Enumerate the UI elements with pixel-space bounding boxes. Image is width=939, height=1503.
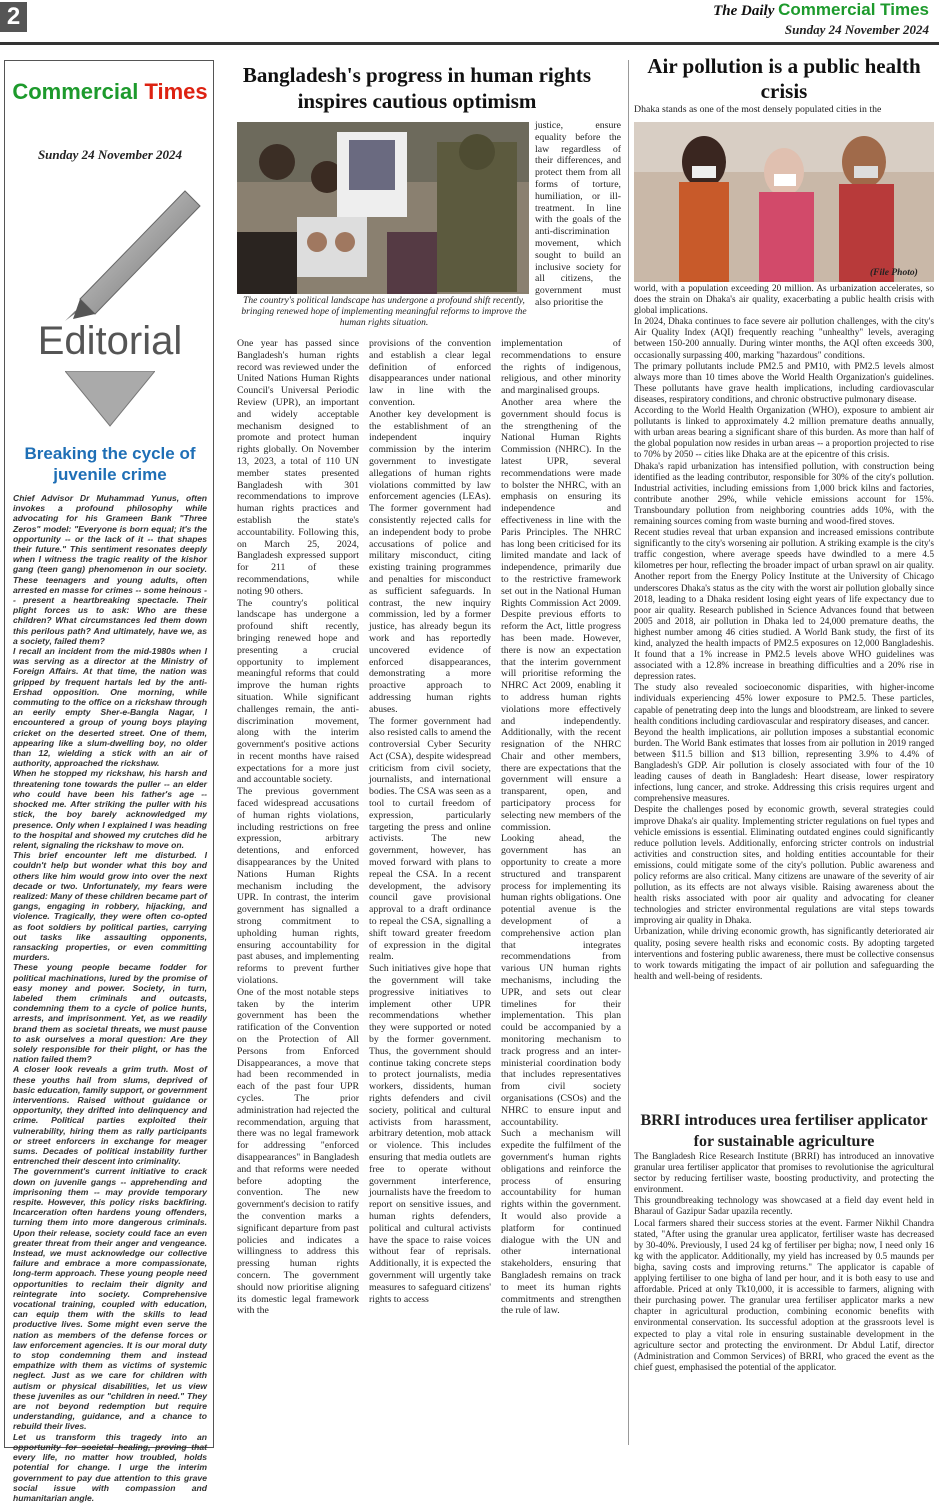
- air-pollution-body: world, with a population exceeding 20 million. As urbanization accelerates, so does the strain on Dhaka's air quality, exacerbating a public health crisis with global implications. In 2024, Dhaka continues to face severe air pollution challenges, with the city's Air Quality Index (AQI) frequently reaching "unhealthy" levels, averaging between 150-200 annually. During winter months, the AQI often exceeds 300, occasionally surpassing 400, marking "hazardous" conditions. The primary pollutants include PM2.5 and PM10, with PM2.5 levels almost always more than 10 times above the World Health Organization's guidelines. These pollutants have grave health implications, including cardiovascular diseases, respiratory conditions, and chronic obstructive pulmonary disease. According to the World Health Organization (WHO), exposure to ambient air pollutants is linked to approximately 4.2 million premature deaths annually, with urban areas bearing a significant share of this burden. As more than half of the global population now resides in urban areas -- a proportion projected to rise to 70% by 2050 -- cities like Dhaka are at the epicentre of this crisis. Dhaka's rapid urbanization has intensified pollution, with construction being identified as the leading contributor, responsible for 30% of the city's pollution. Industrial activities, including emissions from 1,000 brick kilns and factories, contribute another 29%, while vehicle emissions account for 15%. Transboundary pollution from neighboring countries adds 10%, with the remaining sources coming from waste burning and wood-fired stoves. Recent studies reveal that urban expansion and increased emissions contribute significantly to the city's worsening air pollution. A striking example is the city's traffic congestion, where average speeds have dwindled to a mere 4.5 kilometres per hour, reflecting the broader impact of urban sprawl on air quality. Another report from the Energy Policy Institute at the University of Chicago underscores Dhaka's status as the city with the worst air pollution globally since 2018, leading to a Dhaka resident losing eight years of life expectancy due to poor air quality. Research published in Science Advances found that between 2005 and 2018, air pollution in Dhaka led to 24,000 premature deaths, the highest number among 46 cities studied. A World Bank study, the first of its kind, analyzed the health impacts of PM2.5 exposures on 12,000 Bangladeshis. It found that a 1% increase in PM2.5 levels above WHO guidelines was associated with a 12.8% increase in breathing difficulties and a 20% rise in depression rates. The study also revealed socioeconomic disparities, with higher-income individuals experiencing 45% lower exposure to PM2.5. These particles, capable of penetrating deep into the lungs and bloodstream, are linked to severe health conditions including cardiovascular and respiratory diseases, and cancer. Beyond the health implications, air pollution imposes a substantial economic burden. The World Bank estimates that losses from air pollution in 2019 ranged between $11.5 billion and $13 billion, representing 3.9% to 4.4% of Bangladesh's GDP. Air pollution is closely associated with four of the 10 leading causes of death in Bangladesh: Heart disease, lower respiratory infections, lung cancer, and stroke. Addressing this crisis requires urgent and comprehensive measures. Despite the challenges posed by economic growth, several strategies could improve Dhaka's air quality. Implementing stricter regulations on fuel types and vehicle emissions is essential. Eliminating outdated engines could significantly reduce pollution levels. Additionally, enforcing stricter controls on industrial activities and construction sites, and holding entities accountable for their emissions, could mitigate some of the city's pollution. Public awareness and policy reforms are also critical. Many citizens are unaware of the severity of air pollution, as its effects are not always visible. Raising awareness about the health risks associated with poor air quality and advocating for cleaner technologies and stricter environmental regulations are vital steps towards improving air quality in Dhaka. Urbanization, while driving economic growth, has significantly deteriorated air quality, posing severe health risks and economic costs. By adopting targeted interventions and fostering public awareness, there must be collective consensus to work towards mitigating the impact of air pollution and safeguarding the health and well-being of residents.: [634, 284, 934, 982]
- article-headline: Bangladesh's progress in human rights inspires cautious optimism: [242, 63, 592, 113]
- editorial-headline: Breaking the cycle of juvenile crime: [24, 444, 196, 484]
- article-column-2: provisions of the convention and establish a clear legal definition of enforced disappearances under national law in line with the convention. Another key development is the establishment of an independent inquiry commission by the interim government to investigate allegations of human rights violations committed by law enforcement agencies (LEAs). The former government had consistently rejected calls for an independent body to probe accusations of police and military misconduct, citing existing training programmes and penalties for misconduct as sufficient safeguards. In contrast, the new inquiry commission, led by a former justice, has already begun its work and has reportedly uncovered evidence of enforced disappearances, demonstrating a more proactive approach to addressing human rights abuses. The former government had also resisted calls to amend the controversial Cyber Security Act (CSA), despite widespread criticism from civil society, journalists, and international bodies. The CSA was seen as a tool to curtail freedom of expression, particularly targeting the press and online activists. The new government, however, has moved forward with plans to repeal the CSA. In a recent development, the advisory council gave provisional approval to a draft ordinance to repeal the CSA, signalling a shift toward greater freedom of expression in the digital realm. Such initiatives give hope that the government will take progressive initiatives to implement other UPR recommendations whether they were supported or noted by the former government. Thus, the government should continue taking concrete steps to protect journalists, media workers, dissidents, human rights defenders and civil society, political and cultural activists from harassment, arbitrary detention, mob attack or violence. This includes ensuring that media outlets are free to operate without government interference, journalists have the freedom to report on sensitive issues, and human rights defenders, political and cultural activists have the space to raise voices without fear of reprisals. Additionally, it is expected the government will urgently take measures to safeguard citizens' rights to access: [369, 338, 491, 1305]
- page-number: 2: [0, 2, 27, 32]
- air-pollution-headline: Air pollution is a public health crisis: [647, 54, 921, 103]
- editorial-sidebar: [4, 60, 214, 1503]
- article-column-top-right: justice, ensure equality before the law regardless of their differences, and protect them from all forms of torture, humiliation, or ill-treatment. In line with the goals of the anti-discrimination movement, which sought to build an inclusive society for all citizens, the government must also prioritise the: [535, 120, 621, 308]
- photo-credit: (File Photo): [870, 268, 918, 278]
- editorial-body: Chief Advisor Dr Muhammad Yunus, often invokes a profound philosophy while advocating for his Grameen Bank "Three Zeros" model: "Everyone is born equal; it's the opportunity -- or the lack of it -- that shapes their future." This sentiment resonates deeply when I witness the tragic reality of the kishor gang (teen gang) phenomenon in our society. These teenagers and young adults, often arrested en masse for crimes -- some heinous -- present a heartbreaking spectacle. Their plight forces us to ask: Who are these children? What circumstances led them down this perilous path? And ultimately, have we, as a society, failed them? I recall an incident from the mid-1980s when I was serving as a director at the Ministry of Foreign Affairs. At that time, the nation was gripped by frequent hartals led by the anti-Ershad opposition. One morning, while commuting to the office on a rickshaw through an eerily empty Sher-e-Bangla Nagar, I encountered a group of young boys playing cricket on the deserted street. One of them, appearing like a slum-dwelling boy, no older than 12, wielding a stick with an air of authority, approached the rickshaw. When he stopped my rickshaw, his harsh and threatening tone towards the puller -- an elder who could have been his father's age -- shocked me. After striking the puller with his stick, the boy barely acknowledged my presence. Only when I explained I was heading to the hospital and showed my crutches did he relent, signaling the rickshaw to move on. This brief encounter left me disturbed. I couldn't help but wonder what this boy and others like him would grow into over the next decade or two. Unfortunately, my fears were realized: Many of these children became part of gangs, engaging in robbery, hijacking, and violence. Tragically, they were often co-opted as foot soldiers by political parties, carrying out tasks like assaulting opponents, ransacking properties, or even committing murders. These young people became fodder for political machinations, lured by the promise of easy money and power. Society, in turn, labeled them criminals and outcasts, condemning them to a cycle of police hunts, arrests, and imprisonment. Yet, as we readily brand them as societal threats, we must pause to ask ourselves a moral question: Are they solely responsible for their plight, or has the nation failed them? A closer look reveals a grim truth. Most of these youths hail from slums, deprived of basic education, family support, or government interventions. Raised without guidance or opportunity, they drifted into delinquency and crime. Political parties exploited their vulnerability, hiring them as rally participants or street enforcers in exchange for meager sums. Decades of political instability further entrenched their descent into criminality. The government's current initiative to crack down on juvenile gangs -- apprehending and imprisoning them -- may provide temporary respite. However, this policy risks backfiring. Incarceration often hardens young offenders, turning them into more dangerous criminals. Upon their release, society could face an even greater threat from their anger and vengeance. Instead, we must acknowledge our collective failure and embrace a more compassionate, long-term approach. These young people need opportunities to reclaim their dignity and reintegrate into society. Comprehensive vocational training, coupled with education, can equip them with the skills to lead productive lives. Some might even serve the nation as members of the defense forces or law enforcement agencies. It is our moral duty to stop condemning them and instead empathize with them as victims of systemic neglect. Just as we care for children with autism or physical disabilities, let us view these juveniles as our "children in need." They are not beyond redemption but require understanding, guidance, and a chance to rebuild their lives. Let us transform this tragedy into an opportunity for societal healing, proving that every life, no matter how troubled, holds potential for change. I urge the interim government to pay due attention to this grave social issue with compassion and humanitarian angle.: [13, 493, 207, 1503]
- brri-body: The Bangladesh Rice Research Institute (BRRI) has introduced an innovative granular urea fertiliser applicator that promises to revolutionise the agricultural sector by reducing fertiliser waste, boosting productivity, and protecting the environment. This groundbreaking technology was showcased at a field day event held in Bharaul of Gazipur Sadar upazila recently. Local farmers shared their success stories at the event. Farmer Nikhil Chandra stated, "After using the granular urea applicator, fertiliser waste has decreased by 30-40%. Previously, I used 24 kg of fertiliser per bigha; now, I need only 16 kg with the applicator. Additionally, my yield has increased by 0.5 maunds per bigha, saving costs and improving returns." The applicator is capable of applying fertiliser to one bigha of land per hour, and it is both easy to use and affordable. Priced at only Tk10,000, it is accessible to farmers, aligning with their purchasing power. The granular urea fertiliser applicator marks a new chapter in agricultural production, combining economic benefits with environmental conservation. Its successful adoption at the grassroots level is expected to play a vital role in ensuring sustainable development in the agriculture sector and protecting the environment. Dr Abdul Latif, director (Administration and Common Services) of BRRI, who graced the event as the chief guest, emphasised the potential of the applicator.: [634, 1152, 934, 1373]
- arrow-down-icon: [65, 371, 155, 431]
- masked-pedestrians-photo: [634, 122, 934, 282]
- sidebar-brand: Commercial Times: [12, 79, 208, 104]
- photo-caption: The country's political landscape has undergone a profound shift recently, bringing renewed hope of implementing meaningful reforms to improve the human rights situation.: [241, 296, 527, 328]
- air-pollution-lead: Dhaka stands as one of the most densely populated cities in the: [634, 104, 882, 115]
- pen-icon: [55, 181, 205, 321]
- sidebar-date: Sunday 24 November 2024: [37, 147, 183, 162]
- column-divider: [628, 60, 629, 1445]
- masthead-prefix: The Daily: [713, 3, 775, 19]
- protest-photo: [237, 122, 529, 294]
- masthead-name: Commercial Times: [778, 0, 929, 19]
- masthead: [713, 0, 929, 38]
- masthead-date: Sunday 24 November 2024: [784, 22, 929, 37]
- header-rule: [0, 42, 939, 45]
- article-column-1: One year has passed since Bangladesh's human rights record was reviewed under the United Nations Human Rights Council's Universal Periodic Review (UPR), an important and widely acceptable mechanism designed to promote and protect human rights globally. On November 13, 2023, a total of 110 UN member states presented Bangladesh with 301 recommendations to improve human rights practices and establish the state's accountability. Following this, on March 25, 2024, Bangladesh expressed support for 211 of these recommendations, while noting 90 others. The country's political landscape has undergone a profound shift recently, bringing renewed hope and presenting a crucial opportunity to implement meaningful reforms that could improve the human rights situation. While significant challenges remain, the anti-discrimination movement, along with the interim government's positive actions in recent months have raised expectations for a more just and accountable society. The previous government faced widespread accusations of human rights violations, including restrictions on free expression, arbitrary detentions, and enforced disappearances by the United Nations Human Rights mechanism including the UPR. In contrast, the interim government has signalled a strong commitment to upholding human rights, ensuring accountability for past abuses, and implementing reforms to prevent further violations. One of the most notable steps taken by the interim government has been the ratification of the Convention on the Protection of All Persons from Enforced Disappearances, a move that had been recommended in each of the past four UPR cycles. The prior administration had rejected the recommendation, arguing that there was no legal framework for addressing "enforced disappearances" in Bangladesh and that reforms were needed before adopting the convention. The new government's decision to ratify the convention marks a significant departure from past policies and indicates a willingness to address this pressing human rights concern. The government should now prioritise aligning its domestic legal framework with the: [237, 338, 359, 1317]
- article-column-3: implementation of recommendations to ensure the rights of indigenous, religious, and other minority and marginalised groups. Another area where the government should focus is the strengthening of the National Human Rights Commission (NHRC). In the latest UPR, several recommendations were made to bolster the NHRC, with an emphasis on ensuring its independence and effectiveness in line with the Paris Principles. The NHRC has long been criticised for its limited mandate and lack of independence, primarily due to the restrictive framework set out in the National Human Rights Commission Act 2009. Despite previous efforts to reform the Act, little progress has been made. However, there is now an expectation that the interim government will prioritise reforming the NHRC Act 2009, enabling it to address human rights violations more effectively and independently. Additionally, with the recent resignation of the NHRC Chair and other members, there are expectations that the government will ensure a transparent, open, and participatory process for selecting new members of the commission. Looking ahead, the government has an opportunity to create a more structured and transparent process for implementing its human rights obligations. One potential avenue is the development of a comprehensive action plan that integrates recommendations from various UN human rights mechanisms, including the UPR, and sets out clear timelines for their implementation. This plan could be accompanied by a monitoring mechanism to track progress and an inter-ministerial coordination body that includes representatives from civil society organisations (CSOs) and the NHRC to ensure input and accountability. Such a mechanism will expedite the fulfilment of the government's human rights obligations and reinforce the process of ensuring accountability for human rights within the government. It would also provide a platform for continued dialogue with the UN and other international stakeholders, ensuring that Bangladesh remains on track to meet its human rights commitments and strengthen the rule of law.: [501, 338, 621, 1317]
- brri-headline: BRRI introduces urea fertiliser applicator for sustainable agriculture: [640, 1112, 928, 1150]
- section-label: Editorial: [37, 319, 183, 363]
- masthead-brand: [713, 0, 929, 20]
